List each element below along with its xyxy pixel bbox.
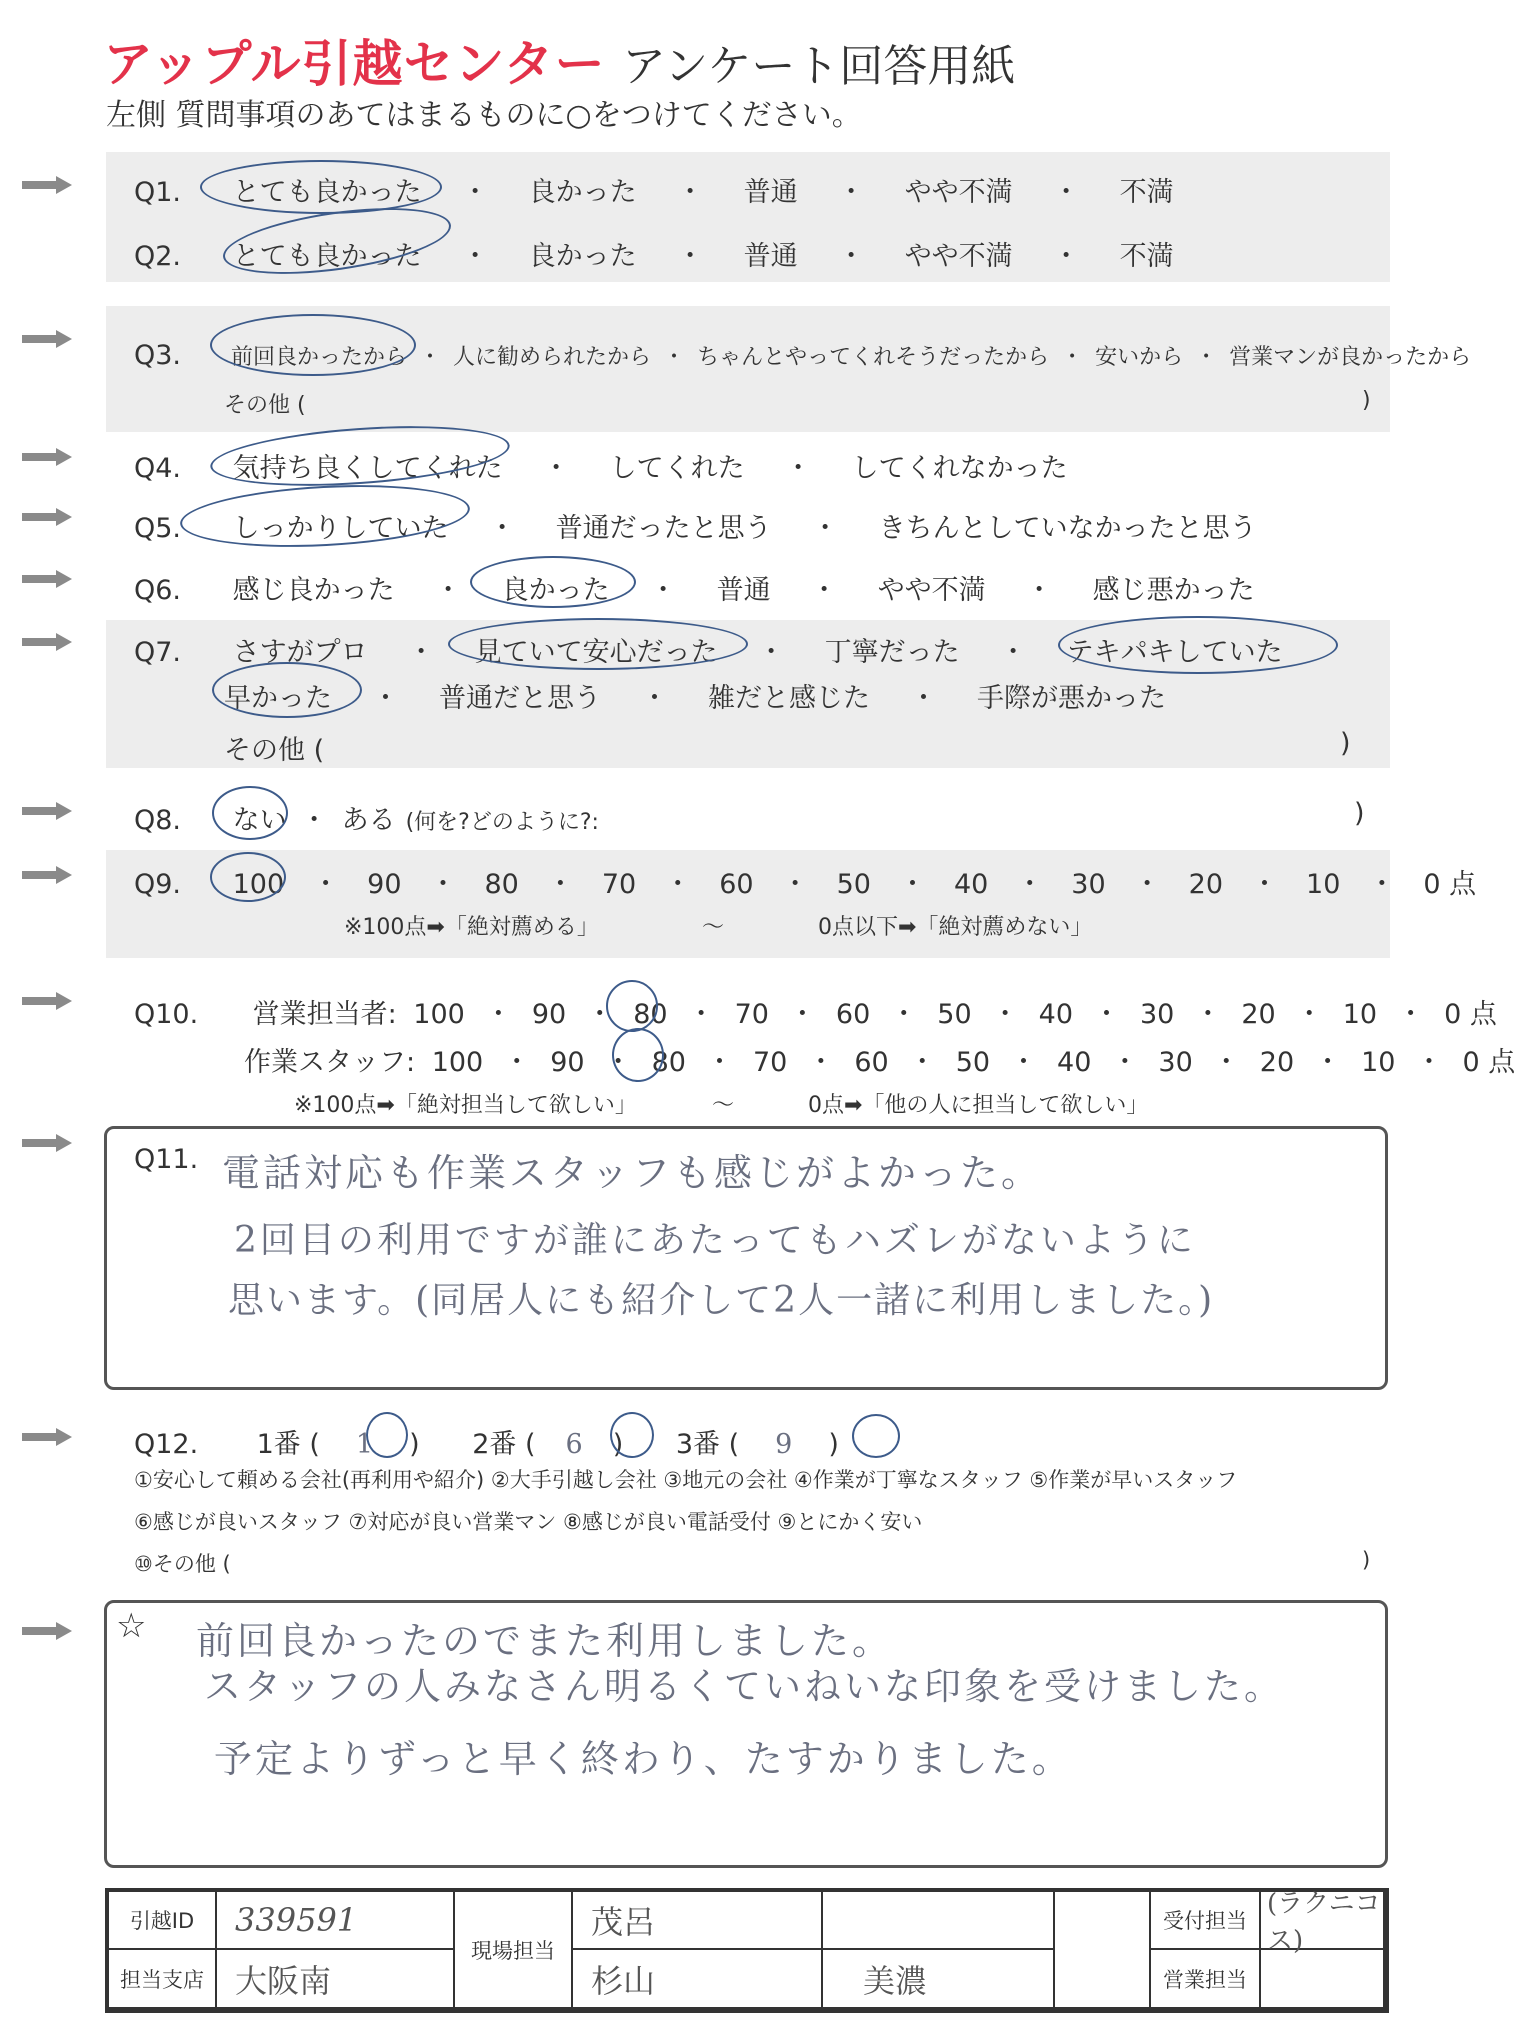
sales-value[interactable] [1261,1950,1385,2009]
score-option[interactable]: 50 [955,1047,991,1078]
star-icon: ☆ [116,1606,147,1646]
score-option[interactable]: 90 [367,869,402,900]
question-number: Q8. [134,805,182,836]
question-q1: Q1. とても良かった ・ 良かった ・ 普通 ・ やや不満 ・ 不満 [134,170,1174,209]
option[interactable]: 普通 [716,575,771,606]
score-option[interactable]: 50 [836,869,871,900]
option[interactable]: 早かった [224,683,332,714]
answer-circle [612,1028,664,1082]
score-option[interactable]: 90 [531,999,567,1030]
handwritten-line: 思います。(同居人にも紹介して2人一諸に利用しました。) [228,1280,1215,1321]
score-option[interactable]: 60 [854,1047,889,1078]
question-q4: Q4. 気持ち良くしてくれた ・ してくれた ・ してくれなかった [134,446,1068,485]
option[interactable]: 手際が悪かった [977,683,1166,714]
q9-note-right: 0点以下➡「絶対薦めない」 [818,915,1093,940]
option[interactable]: 普通 [743,241,798,272]
score-option[interactable]: 10 [1342,999,1378,1030]
question-q5: Q5. しっかりしていた ・ 普通だったと思う ・ きちんとしていなかったと思う [134,506,1257,545]
handwritten-line: 2回目の利用ですが誰にあたってもハズレがないように [234,1220,1196,1261]
instruction-text: 左側 質問事項のあてはまるものに○をつけてください。 [106,98,862,133]
answer-circle [610,1412,654,1458]
score-option[interactable]: 40 [1038,999,1073,1030]
handwritten-line: スタッフの人みなさん明るくていねいな印象を受けました。 [204,1665,1284,1708]
option[interactable]: 良かった [501,575,610,606]
arrow-icon [22,1428,72,1446]
id-value[interactable]: 339591 [217,1892,455,1950]
option[interactable]: 普通 [743,177,798,208]
option[interactable]: 前回良かったから [231,345,408,370]
branch-value[interactable]: 大阪南 [217,1950,455,2009]
option[interactable]: 見ていて安心だった [474,637,718,668]
arrow-icon [22,176,72,194]
score-option[interactable]: 70 [752,1047,788,1078]
arrow-icon [22,448,72,466]
option[interactable]: 不満 [1119,177,1174,208]
arrow-icon [22,633,72,651]
q3-other-close: ) [1362,388,1371,413]
q12-other-close: ) [1362,1548,1371,1572]
question-number: Q2. [134,241,182,272]
score-option[interactable]: 60 [835,999,871,1030]
option[interactable]: 気持ち良くしてくれた [232,453,503,484]
answer-circle [470,556,636,608]
q12-choices-row2: ⑥感じが良いスタッフ ⑦対応が良い営業マン ⑧感じが良い電話受付 ⑨とにかく安い [134,1510,923,1534]
handwritten-line: 予定よりずっと早く終わり、たすかりました。 [214,1737,1073,1781]
score-option[interactable]: 80 [651,1047,686,1078]
q10-note-left: ※100点➡「絶対担当して欲しい」 [294,1093,637,1118]
arrow-icon [22,992,72,1010]
site-label: 現場担当 [455,1892,573,2009]
arrow-icon [22,1622,72,1640]
q9-note-left: ※100点➡「絶対薦める」 [344,915,599,940]
answer-circle [210,314,416,376]
score-option[interactable]: 50 [937,999,972,1030]
arrow-icon [22,1134,72,1152]
option[interactable]: やや不満 [877,575,986,606]
rank2-value[interactable]: 6 [565,1429,583,1460]
option[interactable]: 普通だったと思う [555,513,772,544]
score-option[interactable]: 0 点 [1444,999,1497,1030]
score-option[interactable]: 20 [1241,999,1276,1030]
score-option[interactable]: 100 [232,869,285,900]
question-q6: Q6. 感じ良かった ・ 良かった ・ 普通 ・ やや不満 ・ 感じ悪かった [134,568,1255,607]
score-option[interactable]: 100 [431,1047,484,1078]
option[interactable]: 安いから [1095,345,1184,370]
question-number: Q6. [134,575,182,606]
arrow-icon [22,802,72,820]
question-q7-row2: 早かった ・ 普通だと思う ・ 雑だと感じた ・ 手際が悪かった [224,676,1166,715]
reception-label: 受付担当 [1151,1892,1261,1950]
question-number: Q4. [134,453,182,484]
option[interactable]: とても良かった [232,177,422,208]
site-value-1[interactable]: 茂呂 [573,1892,823,1950]
sales-label: 営業担当者: [252,999,397,1030]
answer-circle [212,662,362,718]
score-option[interactable]: 0 点 [1423,869,1477,900]
answer-circle [852,1414,900,1458]
option[interactable]: 感じ良かった [232,575,395,606]
answer-circle [200,160,442,214]
option[interactable]: しっかりしていた [232,513,449,544]
question-q2: Q2. とても良かった ・ 良かった ・ 普通 ・ やや不満 ・ 不満 [134,234,1174,273]
option[interactable]: きちんとしていなかったと思う [878,513,1257,544]
option[interactable]: 丁寧だった [824,637,960,668]
option[interactable]: さすがプロ [232,637,368,668]
option[interactable]: 良かった [528,241,637,272]
arrow-icon [22,508,72,526]
q12-other: ⑩その他 ( [134,1552,231,1576]
sales-label: 営業担当 [1151,1950,1261,2009]
option-no[interactable]: ない [232,805,287,836]
option[interactable]: 人に勧められたから [453,345,652,370]
rank1-value[interactable]: 1 [355,1429,374,1460]
staff-label: 作業スタッフ: [244,1047,416,1078]
option[interactable]: 不満 [1119,241,1174,272]
question-number: Q7. [134,637,182,668]
rank3-value[interactable]: 9 [775,1429,793,1460]
option[interactable]: 良かった [528,177,637,208]
site-value-3[interactable]: 美濃 [823,1950,1055,2009]
option[interactable]: とても良かった [232,241,422,272]
score-option[interactable]: 10 [1306,869,1341,900]
rank2-label: 2番 ( [472,1429,536,1460]
q7-other-close: ) [1340,728,1351,759]
option-yes[interactable]: ある [341,805,396,836]
brand-logo-text: アップル引越センター [103,35,606,93]
handwritten-line: 前回良かったのでまた利用しました。 [196,1619,894,1663]
answer-circle [210,852,286,902]
score-option[interactable]: 10 [1361,1047,1396,1078]
score-option[interactable]: 70 [601,869,637,900]
rank3-label: 3番 ( [675,1429,740,1460]
office-use-table [105,1888,1389,2013]
q8-close: ) [1354,798,1365,829]
score-option[interactable]: 40 [1057,1047,1092,1078]
q10-tilde: 〜 [712,1093,735,1118]
question-number: Q9. [134,869,182,900]
id-label: 引越ID [109,1892,217,1950]
answer-circle [212,786,288,840]
arrow-icon [22,330,72,348]
q3-other: その他 ( [224,393,306,418]
score-option[interactable]: 80 [633,999,668,1030]
option[interactable]: テキパキしていた [1066,637,1283,668]
answer-circle [606,980,658,1032]
score-option[interactable]: 90 [550,1047,585,1078]
score-option[interactable]: 100 [413,999,465,1030]
branch-label: 担当支店 [109,1950,217,2009]
question-q10-staff: 作業スタッフ: 100 ・ 90 ・ 80 ・ 70 ・ 60 ・ 50 ・ 40 ・ 30 ・ 20 ・ 10 ・ 0 点 [244,1047,1515,1078]
question-number-q11: Q11. [134,1144,199,1175]
score-option[interactable]: 20 [1188,869,1224,900]
option[interactable]: してくれなかった [851,453,1068,484]
question-number: Q10. [134,999,199,1030]
handwritten-line: 電話対応も作業スタッフも感じがよかった。 [222,1151,1043,1195]
question-q8: Q8. ない ・ ある (何を?どのように?: [134,798,599,837]
option[interactable]: してくれた [609,453,745,484]
site-blank[interactable] [823,1892,1055,1950]
score-option[interactable]: 80 [484,869,519,900]
score-option[interactable]: 40 [953,869,989,900]
score-option[interactable]: 60 [719,869,754,900]
site-value-2[interactable]: 杉山 [573,1950,823,2009]
answer-circle [1058,616,1338,674]
question-number: Q12. [134,1429,199,1460]
q10-note-right: 0点➡「他の人に担当して欲しい」 [808,1093,1149,1118]
option[interactable]: 雑だと感じた [708,683,870,714]
question-q3: Q3. 前回良かったから ・ 人に勧められたから ・ ちゃんとやってくれそうだったから ・ 安いから ・ 営業マンが良かったから [134,340,1472,371]
q12-choices-row1: ①安心して頼める会社(再利用や紹介) ②大手引越し会社 ③地元の会社 ④作業が丁寧なスタッフ ⑤作業が早いスタッフ [134,1468,1238,1492]
option[interactable]: やや不満 [904,177,1013,208]
option[interactable]: やや不満 [904,241,1013,272]
option[interactable]: 感じ悪かった [1092,575,1255,606]
question-q9: Q9. 100 ・ 90 ・ 80 ・ 70 ・ 60 ・ 50 ・ 40 ・ 30 ・ 20 ・ 10 ・ 0 点 [134,869,1477,900]
arrow-icon [22,866,72,884]
question-number: Q1. [134,177,182,208]
score-option[interactable]: 0 点 [1462,1047,1515,1078]
question-q7: Q7. さすがプロ ・ 見ていて安心だった ・ 丁寧だった ・ テキパキしていた [134,630,1283,669]
rank1-label: 1番 ( [256,1429,320,1460]
answer-circle [448,618,748,670]
question-q12: Q12. 1番 ( 1 ) 2番 ( 6 ) 3番 ( 9 ) [134,1429,839,1460]
reception-value[interactable]: (ラクニコス) [1261,1892,1385,1950]
question-number: Q3. [134,340,182,371]
score-option[interactable]: 30 [1140,999,1175,1030]
score-option[interactable]: 30 [1071,869,1106,900]
score-option[interactable]: 20 [1259,1047,1295,1078]
option[interactable]: 普通だと思う [439,683,601,714]
question-number: Q5. [134,513,182,544]
option[interactable]: ちゃんとやってくれそうだったから [697,345,1050,370]
q8-prompt: (何を?どのように?: [405,810,599,835]
score-option[interactable]: 70 [734,999,769,1030]
q7-other: その他 ( [224,735,325,766]
q9-tilde: 〜 [702,915,725,940]
arrow-icon [22,570,72,588]
question-q10-sales: Q10. 営業担当者: 100 ・ 90 ・ 80 ・ 70 ・ 60 ・ 50 ・ 40 ・ 30 ・ 20 ・ 10 ・ 0 点 [134,999,1497,1030]
option[interactable]: 営業マンが良かったから [1229,345,1472,370]
empty-cell [1055,1892,1151,2009]
score-option[interactable]: 30 [1158,1047,1193,1078]
form-title: アンケート回答用紙 [622,41,1016,92]
answer-circle [366,1412,408,1458]
